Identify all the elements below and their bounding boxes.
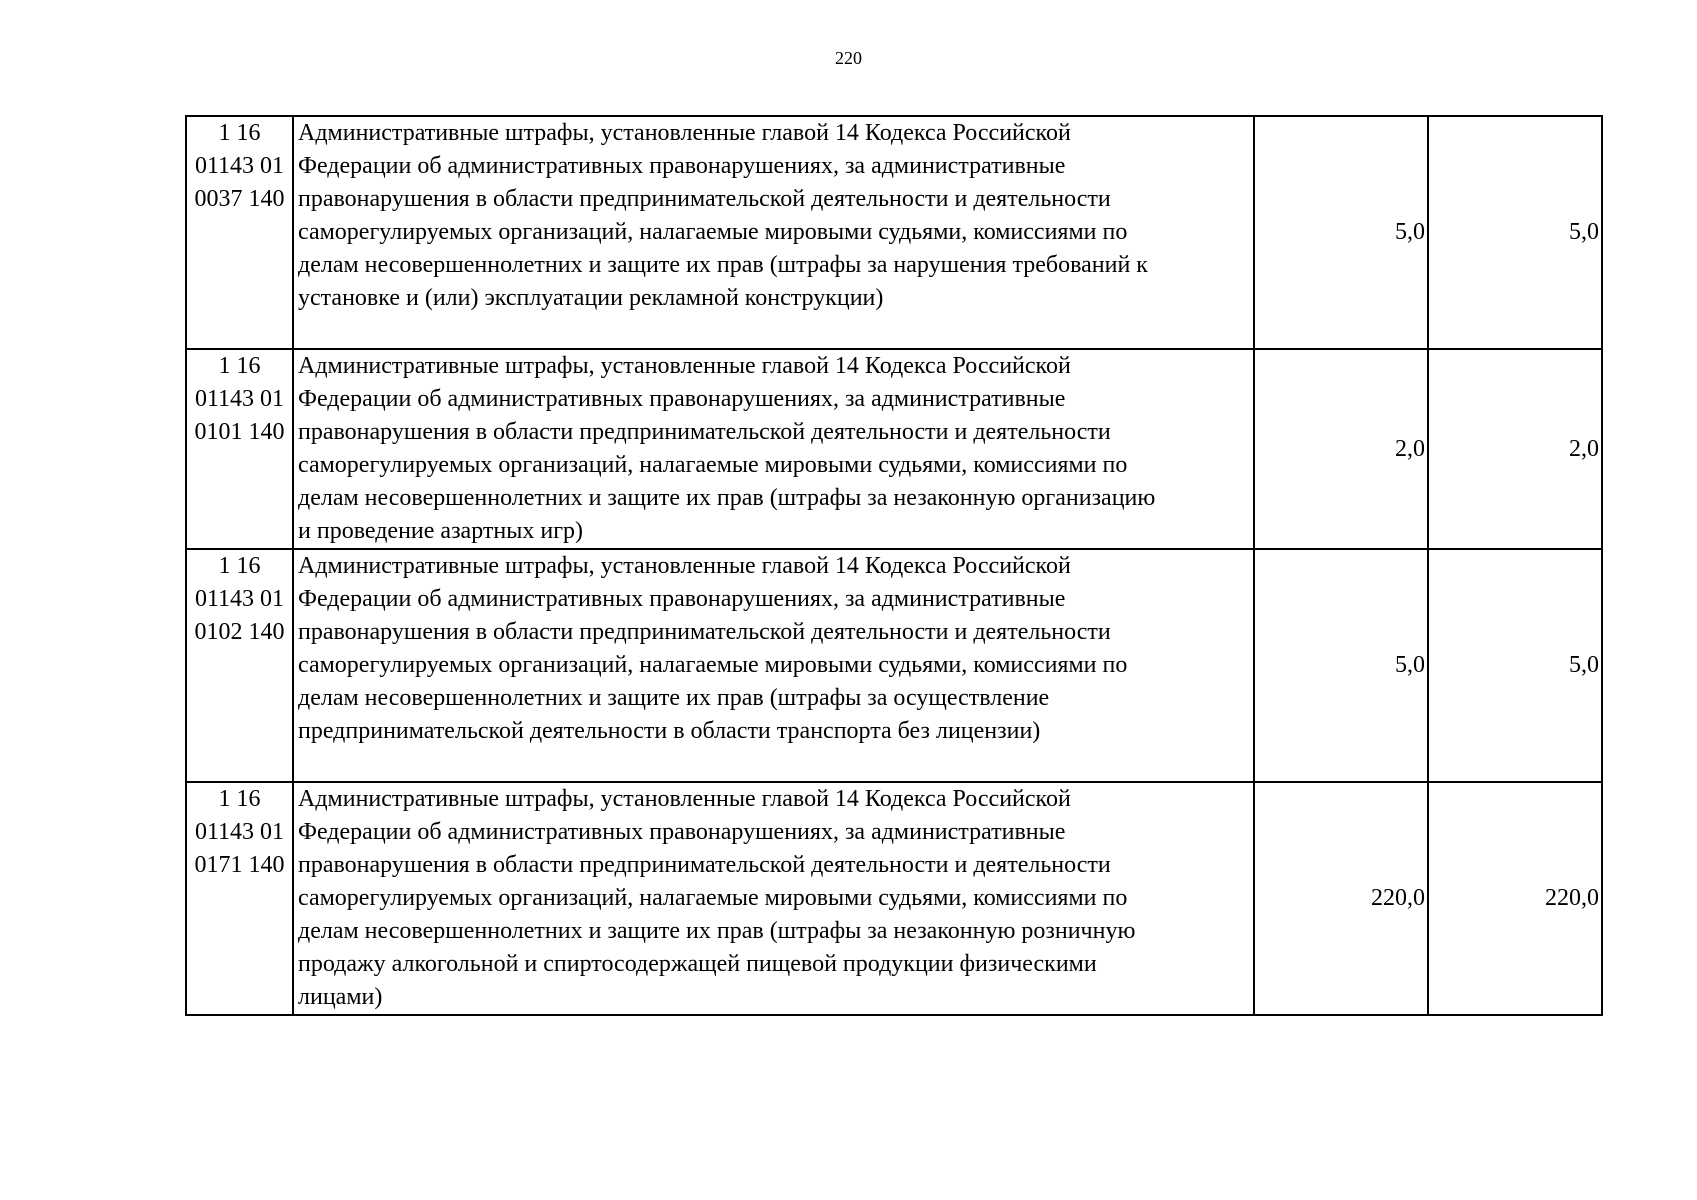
table-row — [186, 782, 1602, 1015]
description-cell: Административные штрафы, установленные главой 14 Кодекса Российской Федерации об административных правонарушениях, за административные правонарушения в области предпринимательской деятельности и деятельности саморегулируемых организаций, налагаемые мировыми судьями, комиссиями по делам несовершеннолетних и защите их прав (штрафы за незаконную организацию и проведение азартных игр) — [293, 349, 1254, 549]
amount-cell-1: 220,0 — [1254, 782, 1428, 1015]
amount-cell-1: 5,0 — [1254, 549, 1428, 782]
budget-table — [185, 115, 1603, 1016]
description-cell: Административные штрафы, установленные главой 14 Кодекса Российской Федерации об административных правонарушениях, за административные правонарушения в области предпринимательской деятельности и деятельности саморегулируемых организаций, налагаемые мировыми судьями, комиссиями по делам несовершеннолетних и защите их прав (штрафы за осуществление предпринимательской деятельности в области транспорта без лицензии) — [293, 549, 1254, 782]
amount-cell-1: 2,0 — [1254, 349, 1428, 549]
amount-cell-1: 5,0 — [1254, 116, 1428, 349]
description-cell: Административные штрафы, установленные главой 14 Кодекса Российской Федерации об административных правонарушениях, за административные правонарушения в области предпринимательской деятельности и деятельности саморегулируемых организаций, налагаемые мировыми судьями, комиссиями по делам несовершеннолетних и защите их прав (штрафы за нарушения требований к установке и (или) эксплуатации рекламной конструкции) — [293, 116, 1254, 349]
page-number: 220 — [835, 48, 862, 68]
budget-code-cell: 1 16 01143 01 0102 140 — [186, 549, 293, 782]
budget-code-cell: 1 16 01143 01 0171 140 — [186, 782, 293, 1015]
description-cell: Административные штрафы, установленные главой 14 Кодекса Российской Федерации об административных правонарушениях, за административные правонарушения в области предпринимательской деятельности и деятельности саморегулируемых организаций, налагаемые мировыми судьями, комиссиями по делам несовершеннолетних и защите их прав (штрафы за незаконную розничную продажу алкогольной и спиртосодержащей пищевой продукции физическими лицами) — [293, 782, 1254, 1015]
table-row — [186, 349, 1602, 549]
budget-code-cell: 1 16 01143 01 0101 140 — [186, 349, 293, 549]
amount-cell-2: 2,0 — [1428, 349, 1602, 549]
budget-table-container — [185, 115, 1601, 1016]
budget-code-cell: 1 16 01143 01 0037 140 — [186, 116, 293, 349]
amount-cell-2: 5,0 — [1428, 116, 1602, 349]
amount-cell-2: 220,0 — [1428, 782, 1602, 1015]
table-row — [186, 549, 1602, 782]
table-row — [186, 116, 1602, 349]
amount-cell-2: 5,0 — [1428, 549, 1602, 782]
